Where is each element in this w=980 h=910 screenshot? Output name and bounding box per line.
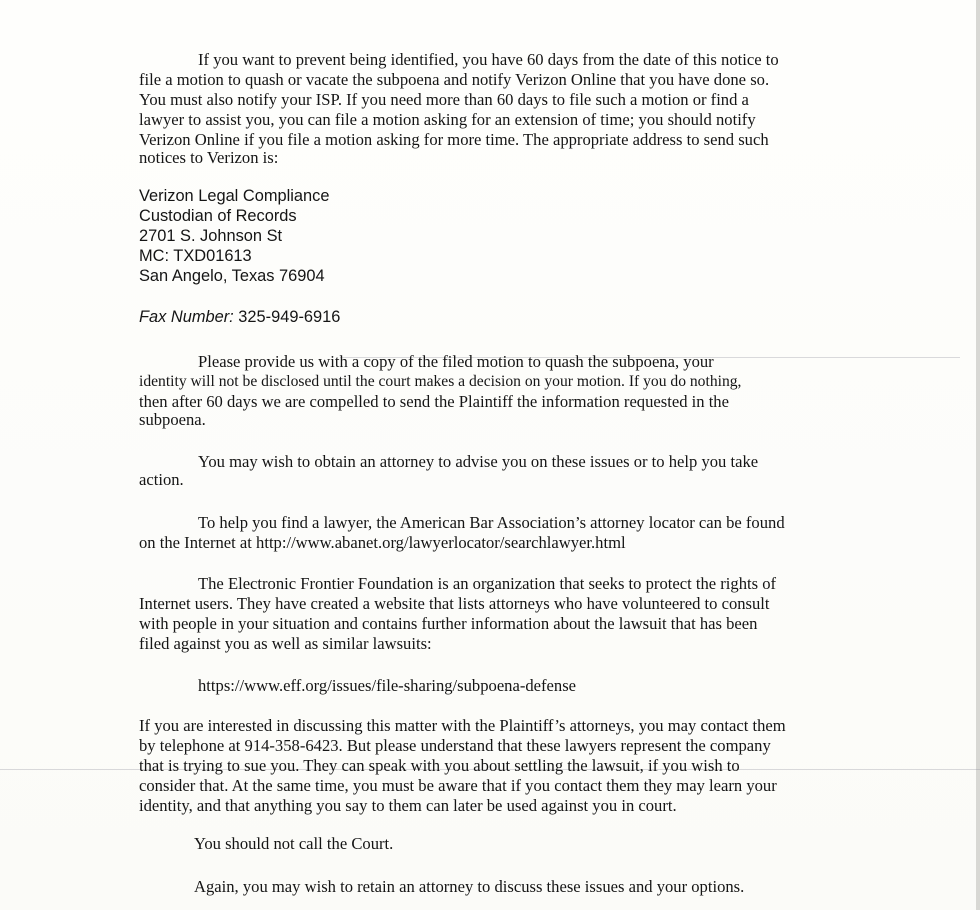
para3-line-2: action. <box>139 470 184 489</box>
para7: You should not call the Court. <box>194 834 394 853</box>
para1-line-2: file a motion to quash or vacate the subpoena and notify Verizon Online that you have done so. <box>139 70 770 89</box>
para6-line-1: If you are interested in discussing this matter with the Plaintiff’s attorneys, you may contact them <box>139 716 786 735</box>
para1-line-3: You must also notify your ISP. If you need more than 60 days to file such a motion or find a <box>139 90 749 109</box>
fax-label: Fax Number: <box>139 308 234 326</box>
address-line-4: MC: TXD01613 <box>139 247 252 265</box>
address-line-1: Verizon Legal Compliance <box>139 187 330 205</box>
para6-line-2: by telephone at 914-358-6423. But please understand that these lawyers represent the company <box>139 736 771 755</box>
address-line-2: Custodian of Records <box>139 207 297 225</box>
eff-link: https://www.eff.org/issues/file-sharing/subpoena-defense <box>198 676 577 695</box>
para1-line-1: If you want to prevent being identified, you have 60 days from the date of this notice to <box>198 50 779 69</box>
para5-line-2: Internet users. They have created a website that lists attorneys who have volunteered to consult <box>139 594 770 613</box>
para2-line-1: Please provide us with a copy of the filed motion to quash the subpoena, your <box>198 352 714 371</box>
para6-line-3: that is trying to sue you. They can speak with you about settling the lawsuit, if you wish to <box>139 756 740 775</box>
page-edge <box>976 0 980 910</box>
fax-number: 325-949-6916 <box>238 308 341 326</box>
para4-line-2: on the Internet at http://www.abanet.org/lawyerlocator/searchlawyer.html <box>139 533 626 552</box>
address-line-3: 2701 S. Johnson St <box>139 227 283 245</box>
para5-line-4: filed against you as well as similar lawsuits: <box>139 634 432 653</box>
para6-line-5: identity, and that anything you say to them can later be used against you in court. <box>139 796 677 815</box>
para6-line-4: consider that. At the same time, you must be aware that if you contact them they may learn your <box>139 776 777 795</box>
para2-line-2: identity will not be disclosed until the court makes a decision on your motion. If you do nothing, <box>139 373 742 390</box>
para5-line-1: The Electronic Frontier Foundation is an organization that seeks to protect the rights of <box>198 574 777 593</box>
para1-line-4: lawyer to assist you, you can file a motion asking for an extension of time; you should notify <box>139 110 756 129</box>
fax-line <box>139 307 340 327</box>
para2-line-3: then after 60 days we are compelled to send the Plaintiff the information requested in the <box>139 392 729 411</box>
para1-line-6: notices to Verizon is: <box>139 148 279 167</box>
para1-line-5: Verizon Online if you file a motion asking for more time. The appropriate address to send such <box>139 130 769 149</box>
para5-line-3: with people in your situation and contains further information about the lawsuit that has been <box>139 614 758 633</box>
para8: Again, you may wish to retain an attorney to discuss these issues and your options. <box>194 877 745 896</box>
para2-line-4: subpoena. <box>139 410 206 429</box>
para4-line-1: To help you find a lawyer, the American Bar Association’s attorney locator can be found <box>198 513 785 532</box>
para3-line-1: You may wish to obtain an attorney to advise you on these issues or to help you take <box>198 452 759 471</box>
address-line-5: San Angelo, Texas 76904 <box>139 267 325 285</box>
